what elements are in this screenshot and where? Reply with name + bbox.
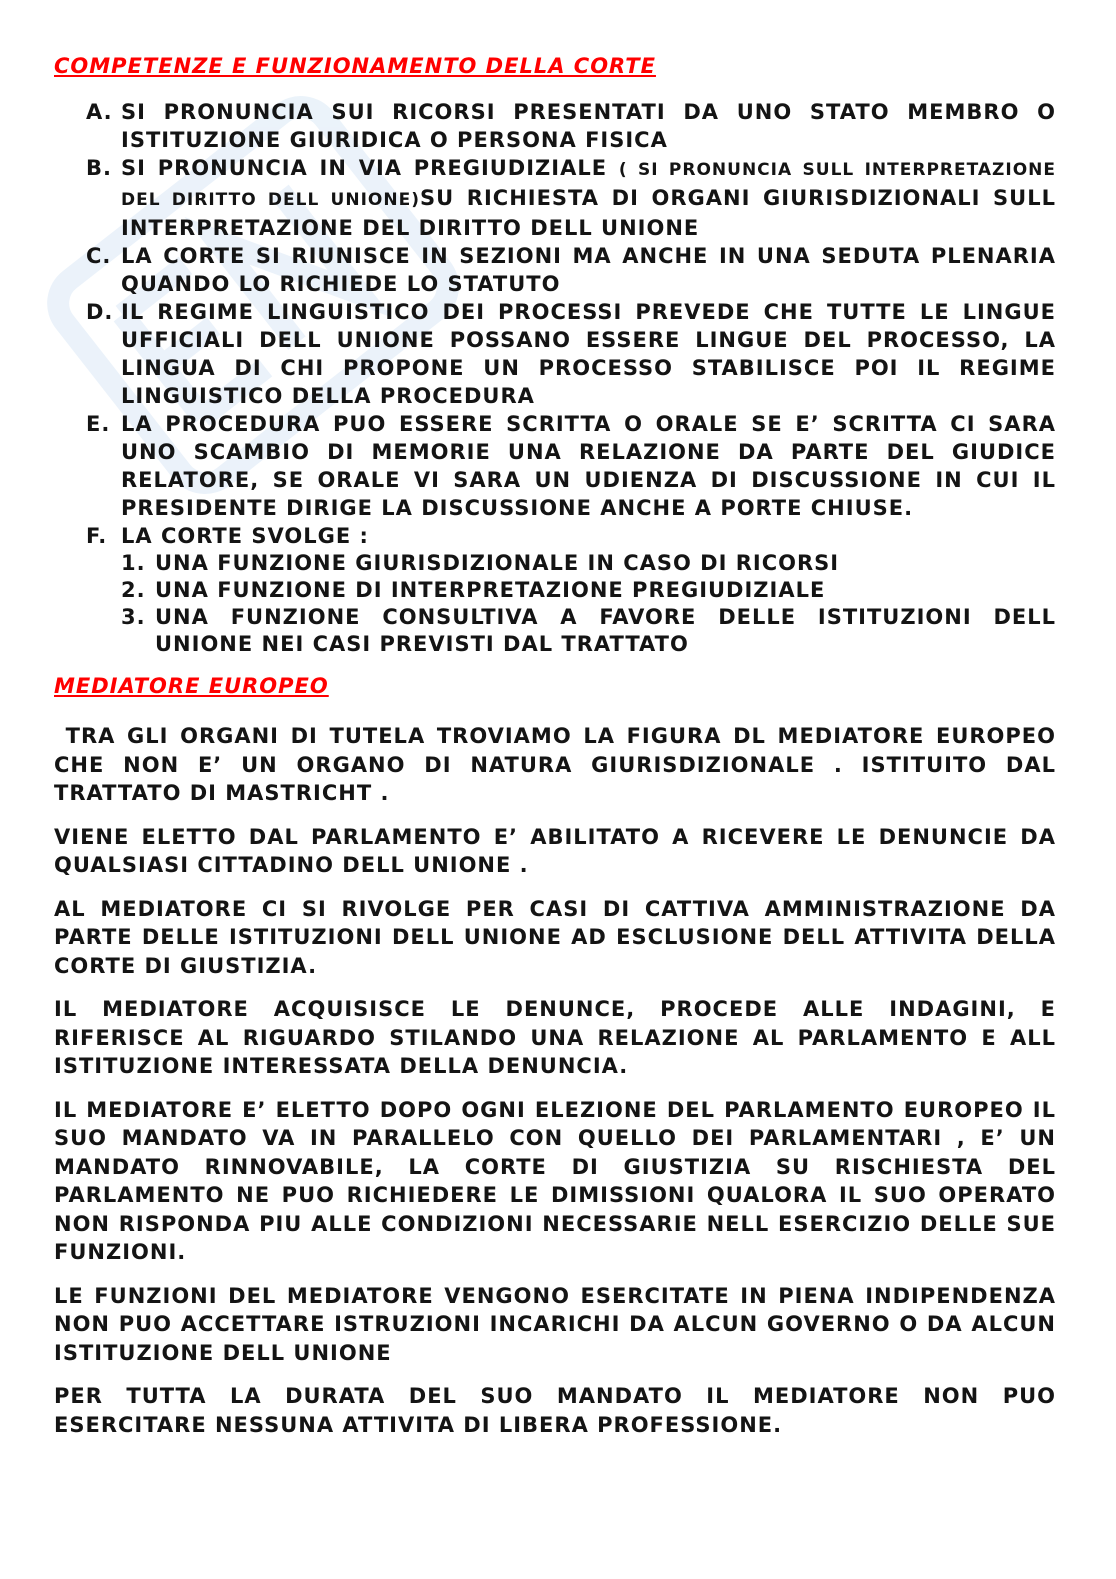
paragraph: AL MEDIATORE CI SI RIVOLGE PER CASI DI CATTIVA AMMINISTRAZIONE DA PARTE DELLE ISTITUZIONI DELL UNIONE AD ESCLUSIONE DELL ATTIVITA DELLA CORTE DI GIUSTIZIA. <box>54 896 1056 978</box>
list-item: C. LA CORTE SI RIUNISCE IN SEZIONI MA ANCHE IN UNA SEDUTA PLENARIA QUANDO LO RICHIEDE LO STATUTO <box>86 244 1056 296</box>
paragraph: TRA GLI ORGANI DI TUTELA TROVIAMO LA FIGURA DL MEDIATORE EUROPEO CHE NON E’ UN ORGANO DI NATURA GIURISDIZIONALE . ISTITUITO DAL TRATTATO DI MASTRICHT . <box>54 724 1065 805</box>
paragraph: LE FUNZIONI DEL MEDIATORE VENGONO ESERCITATE IN PIENA INDIPENDENZA NON PUO ACCETTARE ISTRUZIONI INCARICHI DA ALCUN GOVERNO O DA ALCUN ISTITUZIONE DELL UNIONE <box>54 1283 1056 1365</box>
sub-list-item: 2. UNA FUNZIONE DI INTERPRETAZIONE PREGIUDIZIALE <box>121 578 826 602</box>
section-title-corte: COMPETENZE E FUNZIONAMENTO DELLA CORTE <box>54 54 656 78</box>
paragraph: IL MEDIATORE ACQUISISCE LE DENUNCE, PROCEDE ALLE INDAGINI, E RIFERISCE AL RIGUARDO STILANDO UNA RELAZIONE AL PARLAMENTO E ALL ISTITUZIONE INTERESSATA DELLA DENUNCIA. <box>54 997 1056 1078</box>
list-item: B. SI PRONUNCIA IN VIA PREGIUDIZIALE ( SI PRONUNCIA SULL INTERPRETAZIONE DEL DIRITTO DELL UNIONE)SU RICHIESTA DI ORGANI GIURISDIZIONALI SULL INTERPRETAZIONE DEL DIRITTO DELL UNIONE <box>86 156 1056 240</box>
section-title-mediatore: MEDIATORE EUROPEO <box>54 674 329 698</box>
paragraph: VIENE ELETTO DAL PARLAMENTO E’ ABILITATO A RICEVERE LE DENUNCIE DA QUALSIASI CITTADINO DELL UNIONE . <box>54 824 1056 877</box>
lettered-list-corte <box>54 98 1056 658</box>
paragraph: PER TUTTA LA DURATA DEL SUO MANDATO IL MEDIATORE NON PUO ESERCITARE NESSUNA ATTIVITA DI LIBERA PROFESSIONE. <box>54 1384 1056 1437</box>
list-item: F. LA CORTE SVOLGE : 1. UNA FUNZIONE GIURISDIZIONALE IN CASO DI RICORSI 2. UNA FUNZIONE DI INTERPRETAZIONE PREGIUDIZIALE 3. UNA FUNZIONE CONSULTIVA A FAVORE DELLE ISTITUZIONI DELL UNIONE NEI CASI PREVISTI DAL TRATTATO <box>86 524 1056 656</box>
paragraph: IL MEDIATORE E’ ELETTO DOPO OGNI ELEZIONE DEL PARLAMENTO EUROPEO IL SUO MANDATO VA IN PARALLELO CON QUELLO DEI PARLAMENTARI , E’ UN MANDATO RINNOVABILE, LA CORTE DI GIUSTIZIA SU RISCHIESTA DEL PARLAMENTO NE PUO RICHIEDERE LE DIMISSIONI QUALORA IL SUO OPERATO NON RISPONDA PIU ALLE CONDIZIONI NECESSARIE NELL ESERCIZIO DELLE SUE FUNZIONI. <box>54 1097 1056 1264</box>
sub-list-item: 1. UNA FUNZIONE GIURISDIZIONALE IN CASO DI RICORSI <box>121 551 840 575</box>
list-item: D. IL REGIME LINGUISTICO DEI PROCESSI PREVEDE CHE TUTTE LE LINGUE UFFICIALI DELL UNIONE POSSANO ESSERE LINGUE DEL PROCESSO, LA LINGUA DI CHI PROPONE UN PROCESSO STABILISCE POI IL REGIME LINGUISTICO DELLA PROCEDURA <box>86 300 1056 408</box>
list-item: E. LA PROCEDURA PUO ESSERE SCRITTA O ORALE SE E’ SCRITTA CI SARA UNO SCAMBIO DI MEMORIE UNA RELAZIONE DA PARTE DEL GIUDICE RELATORE, SE ORALE VI SARA UN UDIENZA DI DISCUSSIONE IN CUI IL PRESIDENTE DIRIGE LA DISCUSSIONE ANCHE A PORTE CHIUSE. <box>86 412 1056 520</box>
numbered-sublist <box>121 550 1056 658</box>
document-page <box>54 48 1065 1454</box>
list-item: A. SI PRONUNCIA SUI RICORSI PRESENTATI DA UNO STATO MEMBRO O ISTITUZIONE GIURIDICA O PERSONA FISICA <box>86 100 1056 152</box>
sub-list-item: 3. UNA FUNZIONE CONSULTIVA A FAVORE DELLE ISTITUZIONI DELL UNIONE NEI CASI PREVISTI DAL TRATTATO <box>121 605 1056 656</box>
